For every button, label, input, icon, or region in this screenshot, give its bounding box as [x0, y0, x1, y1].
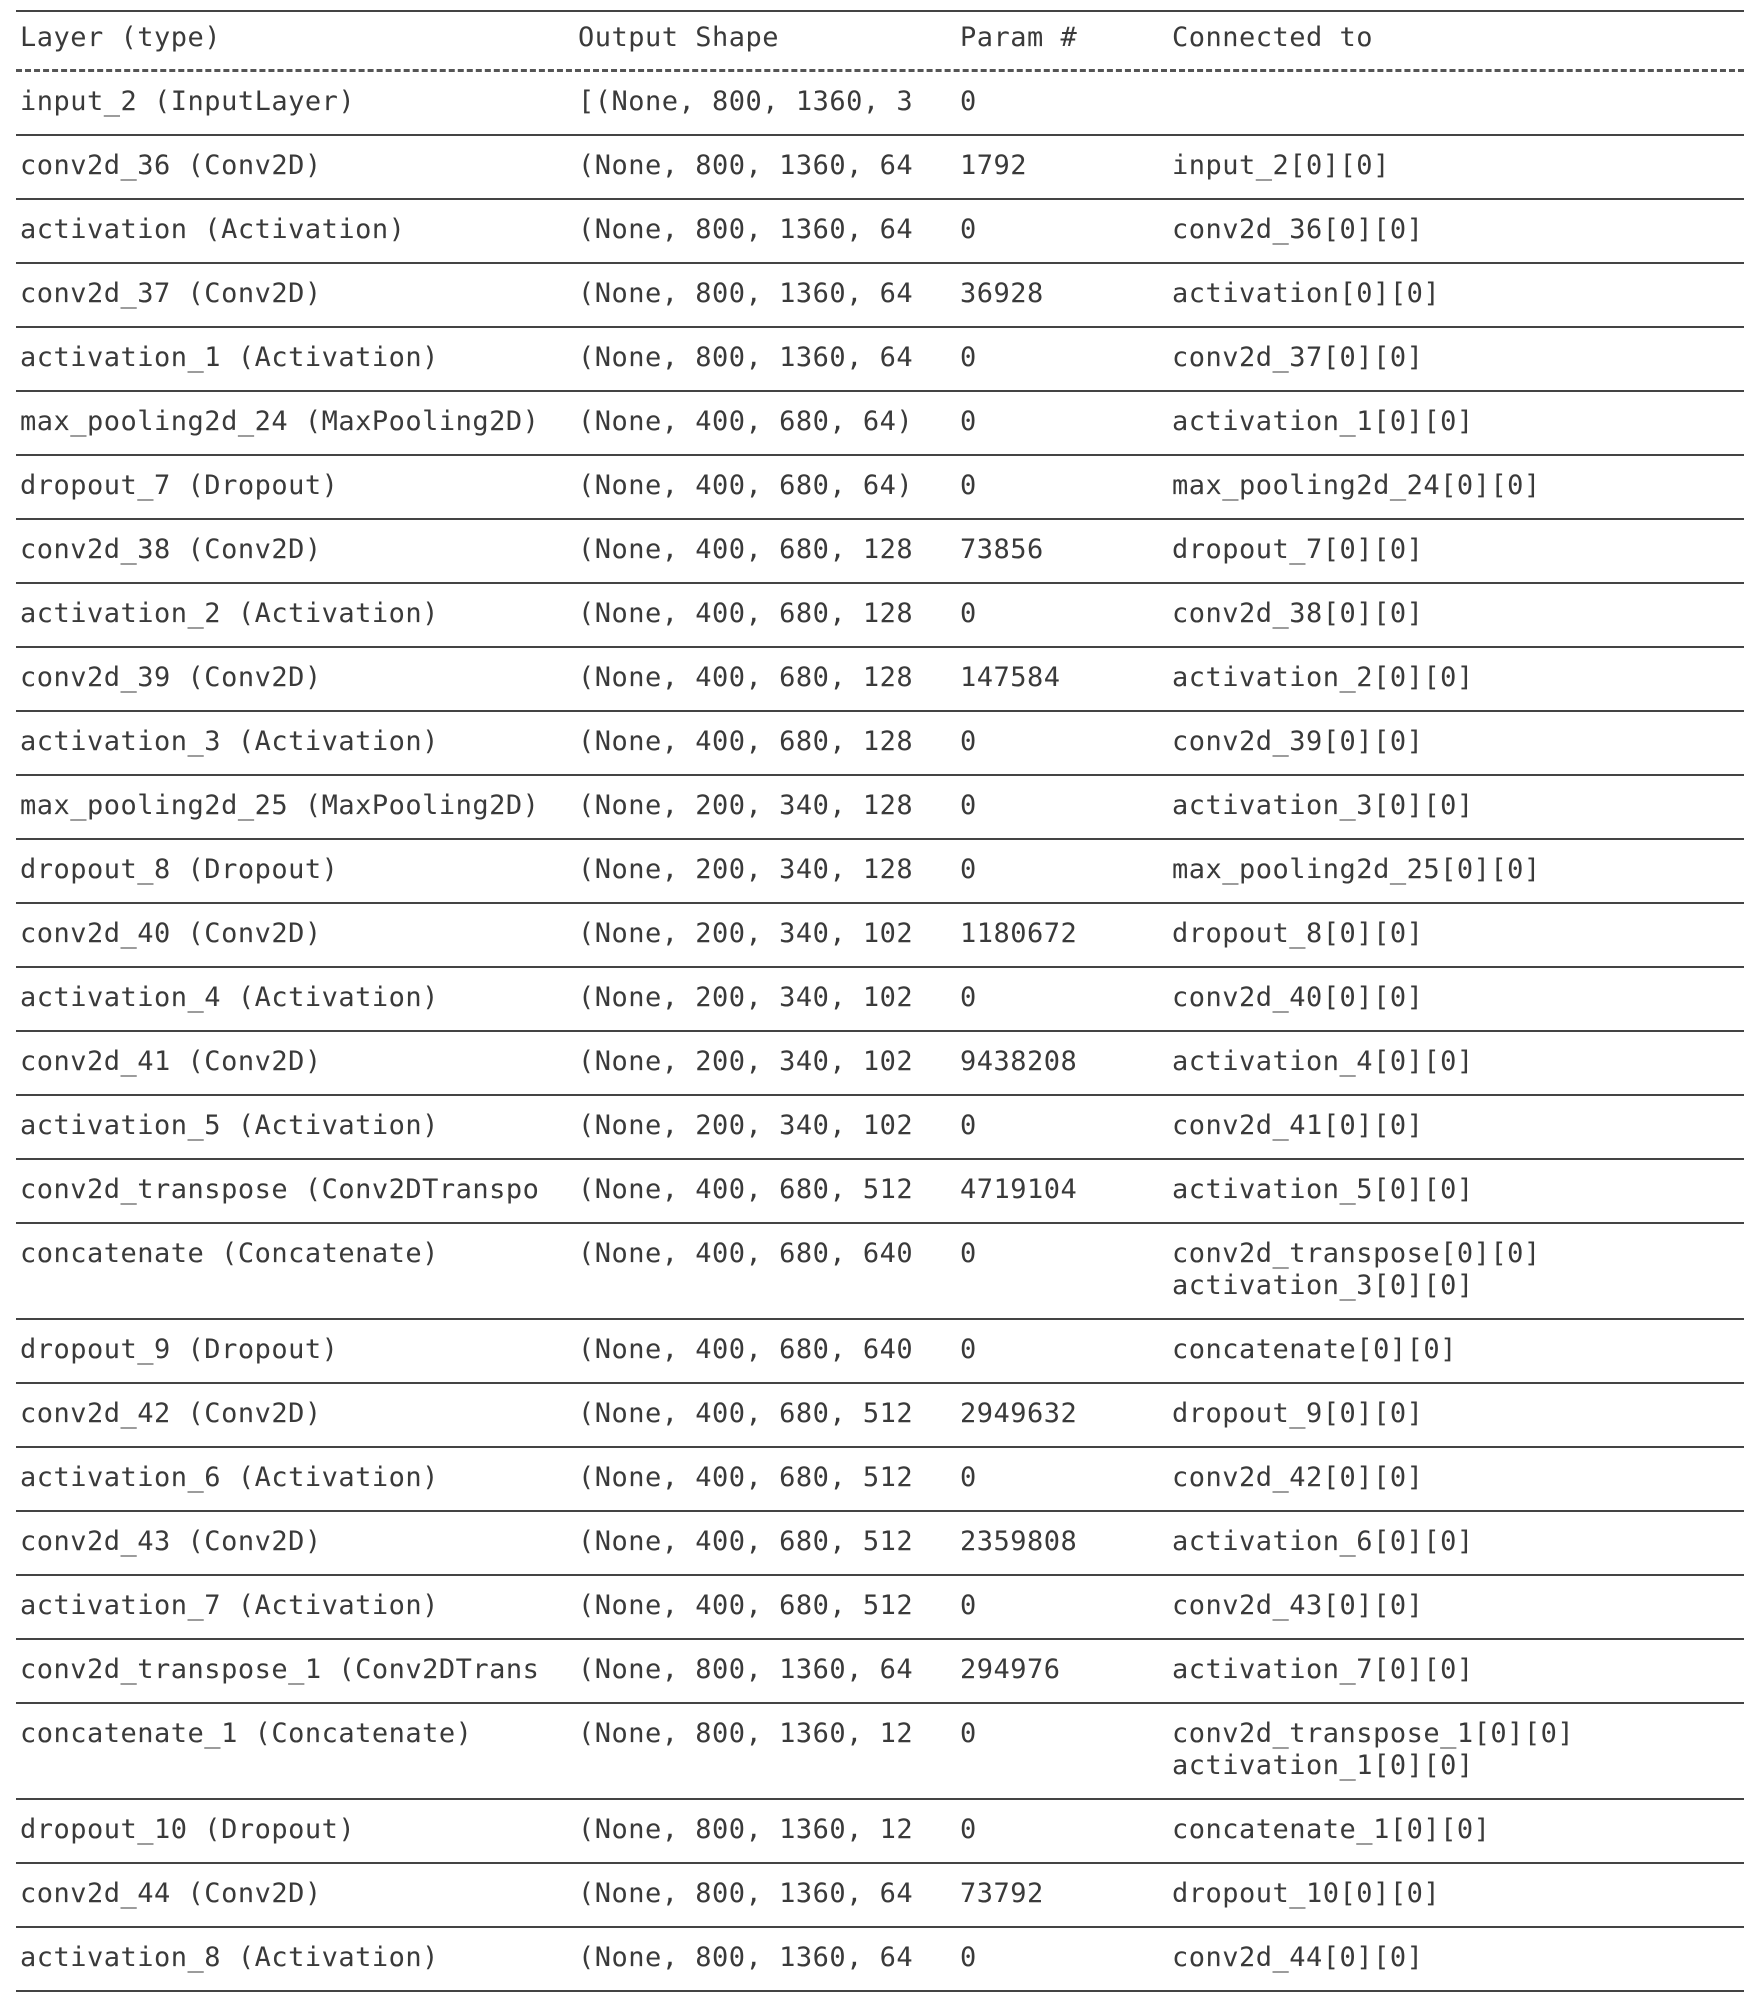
connected-to-entry: activation_7[0][0]: [1172, 1654, 1474, 1685]
connected-to-entry: activation_3[0][0]: [1172, 1270, 1474, 1301]
output-shape-cell: (None, 200, 340, 128: [578, 854, 914, 885]
output-shape-cell: (None, 400, 680, 128: [578, 598, 914, 629]
param-count-cell: 0: [960, 598, 977, 629]
param-count-cell: 0: [960, 1718, 977, 1749]
connected-to-entry: max_pooling2d_25[0][0]: [1172, 854, 1541, 885]
table-row: [16, 1032, 1744, 1096]
layer-name-cell: activation_3 (Activation): [20, 726, 439, 757]
param-count-cell: 147584: [960, 662, 1061, 693]
output-shape-cell: (None, 400, 680, 640: [578, 1334, 914, 1365]
connected-to-cell: [1172, 918, 1732, 950]
param-count-cell: 0: [960, 982, 977, 1013]
connected-to-cell: [1172, 278, 1732, 310]
table-row: [16, 1448, 1744, 1512]
connected-to-entry: input_2[0][0]: [1172, 150, 1390, 181]
connected-to-entry: conv2d_38[0][0]: [1172, 598, 1424, 629]
connected-to-entry: activation_5[0][0]: [1172, 1174, 1474, 1205]
connected-to-cell: [1172, 1398, 1732, 1430]
table-row: [16, 136, 1744, 200]
param-count-cell: 0: [960, 1462, 977, 1493]
output-shape-cell: (None, 400, 680, 640: [578, 1238, 914, 1269]
output-shape-cell: (None, 400, 680, 128: [578, 662, 914, 693]
table-row: [16, 840, 1744, 904]
output-shape-cell: (None, 800, 1360, 64: [578, 1942, 914, 1973]
connected-to-cell: [1172, 1718, 1732, 1782]
output-shape-cell: (None, 200, 340, 102: [578, 1110, 914, 1141]
param-count-cell: 73792: [960, 1878, 1044, 1909]
param-count-cell: 0: [960, 790, 977, 821]
output-shape-cell: (None, 800, 1360, 64: [578, 342, 914, 373]
layer-name-cell: activation_6 (Activation): [20, 1462, 439, 1493]
layer-name-cell: conv2d_44 (Conv2D): [20, 1878, 322, 1909]
connected-to-entry: activation_1[0][0]: [1172, 406, 1474, 437]
connected-to-entry: conv2d_39[0][0]: [1172, 726, 1424, 757]
output-shape-cell: (None, 400, 680, 64): [578, 406, 914, 437]
output-shape-cell: (None, 800, 1360, 12: [578, 1718, 914, 1749]
param-count-cell: 0: [960, 726, 977, 757]
connected-to-cell: [1172, 726, 1732, 758]
output-shape-cell: [(None, 800, 1360, 3: [578, 86, 914, 117]
connected-to-entry: activation_6[0][0]: [1172, 1526, 1474, 1557]
connected-to-cell: [1172, 598, 1732, 630]
connected-to-entry: dropout_10[0][0]: [1172, 1878, 1441, 1909]
connected-to-cell: [1172, 982, 1732, 1014]
output-shape-cell: (None, 400, 680, 512: [578, 1590, 914, 1621]
connected-to-cell: [1172, 470, 1732, 502]
param-count-cell: 1792: [960, 150, 1028, 181]
table-row: [16, 1384, 1744, 1448]
connected-to-cell: [1172, 1238, 1732, 1302]
connected-to-cell: [1172, 1526, 1732, 1558]
layer-name-cell: conv2d_41 (Conv2D): [20, 1046, 322, 1077]
connected-to-cell: [1172, 1046, 1732, 1078]
param-count-cell: 2359808: [960, 1526, 1078, 1557]
layer-name-cell: conv2d_42 (Conv2D): [20, 1398, 322, 1429]
table-row: [16, 1640, 1744, 1704]
connected-to-cell: [1172, 1654, 1732, 1686]
table-row: [16, 1224, 1744, 1320]
layer-name-cell: concatenate_1 (Concatenate): [20, 1718, 473, 1749]
table-row: [16, 1096, 1744, 1160]
output-shape-cell: (None, 400, 680, 128: [578, 726, 914, 757]
connected-to-entry: max_pooling2d_24[0][0]: [1172, 470, 1541, 501]
param-count-cell: 2949632: [960, 1398, 1078, 1429]
connected-to-cell: [1172, 854, 1732, 886]
output-shape-cell: (None, 400, 680, 512: [578, 1174, 914, 1205]
connected-to-entry: concatenate_1[0][0]: [1172, 1814, 1491, 1845]
output-shape-cell: (None, 800, 1360, 64: [578, 1878, 914, 1909]
output-shape-cell: (None, 400, 680, 128: [578, 534, 914, 565]
param-count-cell: 0: [960, 1814, 977, 1845]
table-row: [16, 584, 1744, 648]
param-count-cell: 73856: [960, 534, 1044, 565]
output-shape-cell: (None, 800, 1360, 64: [578, 214, 914, 245]
layer-name-cell: activation_4 (Activation): [20, 982, 439, 1013]
table-header: [16, 10, 1744, 72]
table-row: [16, 712, 1744, 776]
table-row: [16, 456, 1744, 520]
connected-to-cell: [1172, 534, 1732, 566]
table-row: [16, 328, 1744, 392]
header-layer-type: Layer (type): [20, 22, 222, 53]
output-shape-cell: (None, 800, 1360, 12: [578, 1814, 914, 1845]
param-count-cell: 1180672: [960, 918, 1078, 949]
table-row: [16, 264, 1744, 328]
connected-to-entry: activation_3[0][0]: [1172, 790, 1474, 821]
layer-name-cell: activation_5 (Activation): [20, 1110, 439, 1141]
connected-to-entry: conv2d_37[0][0]: [1172, 342, 1424, 373]
model-summary-table: [16, 0, 1744, 1992]
layer-name-cell: conv2d_39 (Conv2D): [20, 662, 322, 693]
layer-name-cell: conv2d_38 (Conv2D): [20, 534, 322, 565]
layer-name-cell: dropout_8 (Dropout): [20, 854, 339, 885]
param-count-cell: 0: [960, 214, 977, 245]
param-count-cell: 0: [960, 1238, 977, 1269]
connected-to-cell: [1172, 1814, 1732, 1846]
connected-to-cell: [1172, 790, 1732, 822]
connected-to-cell: [1172, 1590, 1732, 1622]
connected-to-cell: [1172, 342, 1732, 374]
connected-to-entry: conv2d_42[0][0]: [1172, 1462, 1424, 1493]
table-row: [16, 1320, 1744, 1384]
param-count-cell: 36928: [960, 278, 1044, 309]
connected-to-cell: [1172, 1174, 1732, 1206]
output-shape-cell: (None, 400, 680, 512: [578, 1398, 914, 1429]
connected-to-cell: [1172, 406, 1732, 438]
connected-to-cell: [1172, 1334, 1732, 1366]
param-count-cell: 0: [960, 406, 977, 437]
param-count-cell: 0: [960, 1590, 977, 1621]
output-shape-cell: (None, 400, 680, 512: [578, 1462, 914, 1493]
connected-to-entry: conv2d_transpose[0][0]: [1172, 1238, 1541, 1269]
header-output-shape: Output Shape: [578, 22, 780, 53]
table-row: [16, 392, 1744, 456]
output-shape-cell: (None, 800, 1360, 64: [578, 150, 914, 181]
table-row: [16, 1864, 1744, 1928]
param-count-cell: 294976: [960, 1654, 1061, 1685]
layer-name-cell: conv2d_43 (Conv2D): [20, 1526, 322, 1557]
connected-to-cell: [1172, 1110, 1732, 1142]
table-row: [16, 1928, 1744, 1992]
layer-name-cell: max_pooling2d_24 (MaxPooling2D): [20, 406, 540, 437]
layer-name-cell: activation_7 (Activation): [20, 1590, 439, 1621]
connected-to-entry: conv2d_36[0][0]: [1172, 214, 1424, 245]
output-shape-cell: (None, 800, 1360, 64: [578, 1654, 914, 1685]
output-shape-cell: (None, 200, 340, 128: [578, 790, 914, 821]
layer-name-cell: activation_1 (Activation): [20, 342, 439, 373]
table-row: [16, 1704, 1744, 1800]
connected-to-entry: conv2d_transpose_1[0][0]: [1172, 1718, 1575, 1749]
table-row: [16, 1800, 1744, 1864]
output-shape-cell: (None, 400, 680, 512: [578, 1526, 914, 1557]
connected-to-entry: conv2d_41[0][0]: [1172, 1110, 1424, 1141]
connected-to-cell: [1172, 1878, 1732, 1910]
param-count-cell: 0: [960, 854, 977, 885]
connected-to-entry: activation_1[0][0]: [1172, 1750, 1474, 1781]
table-row: [16, 904, 1744, 968]
connected-to-entry: concatenate[0][0]: [1172, 1334, 1457, 1365]
layer-name-cell: conv2d_37 (Conv2D): [20, 278, 322, 309]
connected-to-entry: activation_4[0][0]: [1172, 1046, 1474, 1077]
connected-to-cell: [1172, 150, 1732, 182]
output-shape-cell: (None, 200, 340, 102: [578, 918, 914, 949]
param-count-cell: 9438208: [960, 1046, 1078, 1077]
connected-to-entry: activation[0][0]: [1172, 278, 1441, 309]
table-body: [16, 72, 1744, 1992]
layer-name-cell: activation_2 (Activation): [20, 598, 439, 629]
table-row: [16, 72, 1744, 136]
connected-to-entry: dropout_7[0][0]: [1172, 534, 1424, 565]
layer-name-cell: dropout_7 (Dropout): [20, 470, 339, 501]
table-row: [16, 1160, 1744, 1224]
param-count-cell: 0: [960, 342, 977, 373]
connected-to-entry: dropout_9[0][0]: [1172, 1398, 1424, 1429]
connected-to-cell: [1172, 1942, 1732, 1974]
layer-name-cell: conv2d_40 (Conv2D): [20, 918, 322, 949]
output-shape-cell: (None, 400, 680, 64): [578, 470, 914, 501]
table-row: [16, 648, 1744, 712]
table-row: [16, 520, 1744, 584]
table-row: [16, 776, 1744, 840]
connected-to-entry: conv2d_43[0][0]: [1172, 1590, 1424, 1621]
param-count-cell: 0: [960, 86, 977, 117]
layer-name-cell: dropout_10 (Dropout): [20, 1814, 356, 1845]
output-shape-cell: (None, 200, 340, 102: [578, 982, 914, 1013]
layer-name-cell: conv2d_36 (Conv2D): [20, 150, 322, 181]
output-shape-cell: (None, 200, 340, 102: [578, 1046, 914, 1077]
layer-name-cell: dropout_9 (Dropout): [20, 1334, 339, 1365]
layer-name-cell: conv2d_transpose_1 (Conv2DTrans: [20, 1654, 540, 1685]
table-row: [16, 200, 1744, 264]
table-row: [16, 1576, 1744, 1640]
layer-name-cell: input_2 (InputLayer): [20, 86, 356, 117]
connected-to-entry: conv2d_44[0][0]: [1172, 1942, 1424, 1973]
param-count-cell: 4719104: [960, 1174, 1078, 1205]
table-row: [16, 968, 1744, 1032]
connected-to-cell: [1172, 662, 1732, 694]
header-param-count: Param #: [960, 22, 1078, 53]
layer-name-cell: max_pooling2d_25 (MaxPooling2D): [20, 790, 540, 821]
connected-to-entry: dropout_8[0][0]: [1172, 918, 1424, 949]
connected-to-cell: [1172, 1462, 1732, 1494]
table-row: [16, 1512, 1744, 1576]
param-count-cell: 0: [960, 1110, 977, 1141]
layer-name-cell: activation_8 (Activation): [20, 1942, 439, 1973]
layer-name-cell: activation (Activation): [20, 214, 406, 245]
output-shape-cell: (None, 800, 1360, 64: [578, 278, 914, 309]
param-count-cell: 0: [960, 1942, 977, 1973]
header-connected-to: Connected to: [1172, 22, 1374, 53]
param-count-cell: 0: [960, 1334, 977, 1365]
param-count-cell: 0: [960, 470, 977, 501]
connected-to-entry: activation_2[0][0]: [1172, 662, 1474, 693]
layer-name-cell: conv2d_transpose (Conv2DTranspo: [20, 1174, 540, 1205]
connected-to-cell: [1172, 214, 1732, 246]
layer-name-cell: concatenate (Concatenate): [20, 1238, 439, 1269]
connected-to-entry: conv2d_40[0][0]: [1172, 982, 1424, 1013]
